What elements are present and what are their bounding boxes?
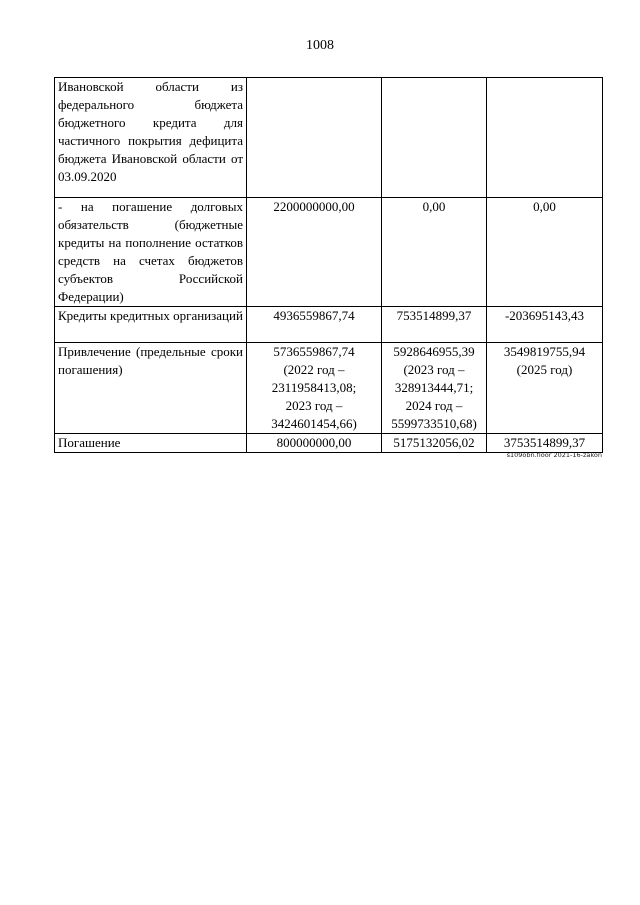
- value-2023: 5175132056,02: [382, 434, 487, 453]
- row-description: Погашение: [55, 434, 247, 453]
- row-description: - на погашение долговых обязательств (бюджетные кредиты на пополнение остатков средств на счетах бюджетов субъектов Российской Федерации): [55, 198, 247, 307]
- row-description: Кредиты кредитных организаций: [55, 307, 247, 343]
- value-2023: 753514899,37: [382, 307, 487, 343]
- value-2022: 2200000000,00: [247, 198, 382, 307]
- row-description: Ивановской области из федерального бюджета бюджетного кредита для частичного покрытия дефицита бюджета Ивановской области от 03.09.2020: [55, 78, 247, 198]
- table-row: [55, 343, 603, 434]
- value-2023: [382, 78, 487, 198]
- value-2024: 3549819755,94 (2025 год): [487, 343, 603, 434]
- table-row: [55, 198, 603, 307]
- value-2023: 0,00: [382, 198, 487, 307]
- document-code: s109obn.floor 2021-16-zakon: [506, 451, 602, 459]
- table-row: [55, 78, 603, 198]
- budget-table: [54, 77, 603, 453]
- value-2024: 0,00: [487, 198, 603, 307]
- value-2022: 4936559867,74: [247, 307, 382, 343]
- budget-table-body: [55, 78, 603, 453]
- page-number: 1008: [306, 38, 334, 53]
- table-row: [55, 307, 603, 343]
- value-2024: 3753514899,37: [487, 434, 603, 453]
- value-2023: 5928646955,39 (2023 год – 328913444,71; 2024 год – 5599733510,68): [382, 343, 487, 434]
- value-2022: 800000000,00: [247, 434, 382, 453]
- value-2024: -203695143,43: [487, 307, 603, 343]
- row-description: Привлечение (предельные сроки погашения): [55, 343, 247, 434]
- value-2022: 5736559867,74 (2022 год – 2311958413,08; 2023 год – 3424601454,66): [247, 343, 382, 434]
- table-row: [55, 434, 603, 453]
- value-2024: [487, 78, 603, 198]
- value-2022: [247, 78, 382, 198]
